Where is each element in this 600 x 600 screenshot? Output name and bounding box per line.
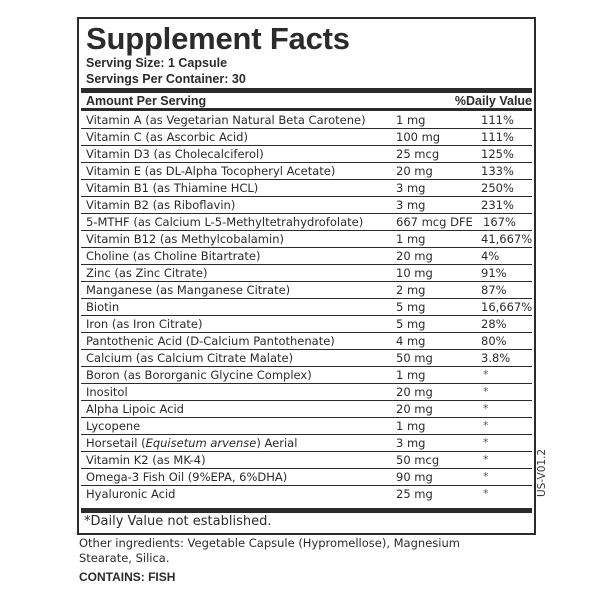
nutrient-name: Hyaluronic Acid [86, 487, 176, 501]
nutrient-dv: 16,667% [481, 300, 533, 314]
serving-size: Serving Size: 1 Capsule [86, 56, 228, 70]
nutrient-name: Vitamin B2 (as Riboflavin) [86, 198, 236, 212]
nutrient-amount: 5 mg [396, 300, 426, 314]
servings-per-container: Servings Per Container: 30 [86, 72, 246, 86]
table-row [81, 214, 532, 231]
nutrient-dv: 231% [481, 198, 514, 212]
nutrient-dv-asterisk: * [483, 419, 489, 432]
table-row [81, 418, 532, 435]
nutrient-dv: 111% [481, 113, 514, 127]
nutrient-dv-asterisk: * [483, 436, 489, 449]
nutrient-name: Vitamin C (as Ascorbic Acid) [86, 130, 248, 144]
nutrient-amount: 1 mg [396, 419, 426, 433]
nutrient-amount: 10 mg [396, 266, 433, 280]
nutrient-name: Alpha Lipoic Acid [86, 402, 184, 416]
nutrient-dv-asterisk: * [483, 470, 489, 483]
table-header [86, 93, 532, 109]
header-daily-value: %Daily Value [454, 94, 532, 108]
nutrient-dv: 125% [481, 147, 514, 161]
nutrient-dv: 3.8% [481, 351, 511, 365]
panel-title: Supplement Facts [86, 21, 350, 56]
header-divider [81, 108, 532, 111]
table-row [81, 452, 532, 469]
table-row [81, 265, 532, 282]
nutrient-amount: 3 mg [396, 198, 426, 212]
nutrient-name: 5-MTHF (as Calcium L-5-Methyltetrahydrofolate) [86, 215, 364, 229]
nutrient-dv-asterisk: * [483, 368, 489, 381]
nutrient-dv: 111% [481, 130, 514, 144]
nutrient-dv: 28% [481, 317, 507, 331]
nutrient-amount: 5 mg [396, 317, 426, 331]
table-row [81, 282, 532, 299]
nutrient-name: Inositol [86, 385, 128, 399]
nutrient-amount: 25 mg [396, 487, 433, 501]
table-row [81, 350, 532, 367]
table-row [81, 384, 532, 401]
daily-value-footnote: *Daily Value not established. [84, 514, 272, 529]
nutrient-name: Boron (as Bororganic Glycine Complex) [86, 368, 312, 382]
nutrient-dv: 80% [481, 334, 507, 348]
nutrient-dv: 41,667% [481, 232, 533, 246]
nutrient-name: Calcium (as Calcium Citrate Malate) [86, 351, 294, 365]
table-row [81, 129, 532, 146]
nutrient-name-latin: Equisetum arvense [145, 436, 257, 450]
nutrient-amount: 1 mg [396, 113, 426, 127]
table-row [81, 486, 532, 502]
version-code: US-V01.2 [536, 448, 548, 497]
nutrient-amount: 20 mg [396, 164, 433, 178]
nutrient-dv: 250% [481, 181, 514, 195]
other-ingredients: Other ingredients: Vegetable Capsule (Hypromellose), Magnesium Stearate, Silica. [79, 536, 460, 565]
nutrient-amount: 90 mg [396, 470, 433, 484]
nutrient-name: Lycopene [86, 419, 141, 433]
nutrient-name: Biotin [86, 300, 120, 314]
nutrient-name: Vitamin D3 (as Cholecalciferol) [86, 147, 264, 161]
nutrient-dv-asterisk: * [483, 487, 489, 500]
nutrient-amount: 3 mg [396, 436, 426, 450]
table-row [81, 435, 532, 452]
nutrient-dv: 133% [481, 164, 514, 178]
table-row [81, 401, 532, 418]
table-row [81, 299, 532, 316]
nutrient-table [79, 112, 534, 502]
table-row [81, 316, 532, 333]
nutrient-name: Vitamin B12 (as Methylcobalamin) [86, 232, 284, 246]
nutrient-name: Vitamin K2 (as MK-4) [86, 453, 206, 467]
nutrient-name [86, 435, 297, 451]
nutrient-name: Vitamin E (as DL-Alpha Tocopheryl Acetate) [86, 164, 336, 178]
nutrient-amount: 50 mg [396, 351, 433, 365]
table-row [81, 367, 532, 384]
table-row [81, 163, 532, 180]
nutrient-name-prefix: Horsetail ( [86, 436, 146, 450]
nutrient-dv: 87% [481, 283, 507, 297]
table-row [81, 333, 532, 350]
nutrient-dv: 167% [483, 215, 516, 229]
nutrient-name: Manganese (as Manganese Citrate) [86, 283, 291, 297]
nutrient-dv: 4% [481, 249, 500, 263]
nutrient-amount: 100 mg [396, 130, 441, 144]
nutrient-amount: 20 mg [396, 385, 433, 399]
nutrient-dv-asterisk: * [483, 453, 489, 466]
nutrient-name: Pantothenic Acid (D-Calcium Pantothenate) [86, 334, 335, 348]
nutrient-name: Vitamin A (as Vegetarian Natural Beta Carotene) [86, 113, 366, 127]
nutrient-amount: 50 mcg [396, 453, 440, 467]
nutrient-amount: 20 mg [396, 402, 433, 416]
nutrient-name: Iron (as Iron Citrate) [86, 317, 203, 331]
table-row [81, 197, 532, 214]
nutrient-amount: 20 mg [396, 249, 433, 263]
nutrient-name: Vitamin B1 (as Thiamine HCL) [86, 181, 259, 195]
table-row [81, 180, 532, 197]
nutrient-amount: 1 mg [396, 232, 426, 246]
nutrient-name-suffix: ) Aerial [256, 436, 298, 450]
nutrient-name: Omega-3 Fish Oil (9%EPA, 6%DHA) [86, 470, 288, 484]
nutrient-amount: 25 mcg [396, 147, 440, 161]
nutrient-amount: 3 mg [396, 181, 426, 195]
header-amount-per-serving: Amount Per Serving [86, 94, 207, 108]
table-row [81, 231, 532, 248]
nutrient-name: Choline (as Choline Bitartrate) [86, 249, 261, 263]
nutrient-amount: 4 mg [396, 334, 426, 348]
allergen-statement: CONTAINS: FISH [79, 570, 176, 584]
nutrient-name: Zinc (as Zinc Citrate) [86, 266, 208, 280]
table-row [81, 112, 532, 129]
table-row [81, 248, 532, 265]
nutrient-amount: 1 mg [396, 368, 426, 382]
nutrient-dv-asterisk: * [483, 402, 489, 415]
nutrient-dv-asterisk: * [483, 385, 489, 398]
supplement-facts-panel [77, 17, 536, 535]
table-row [81, 469, 532, 486]
nutrient-amount: 667 mcg DFE [396, 215, 473, 229]
table-row [81, 146, 532, 163]
nutrient-dv: 91% [481, 266, 507, 280]
nutrient-amount: 2 mg [396, 283, 426, 297]
